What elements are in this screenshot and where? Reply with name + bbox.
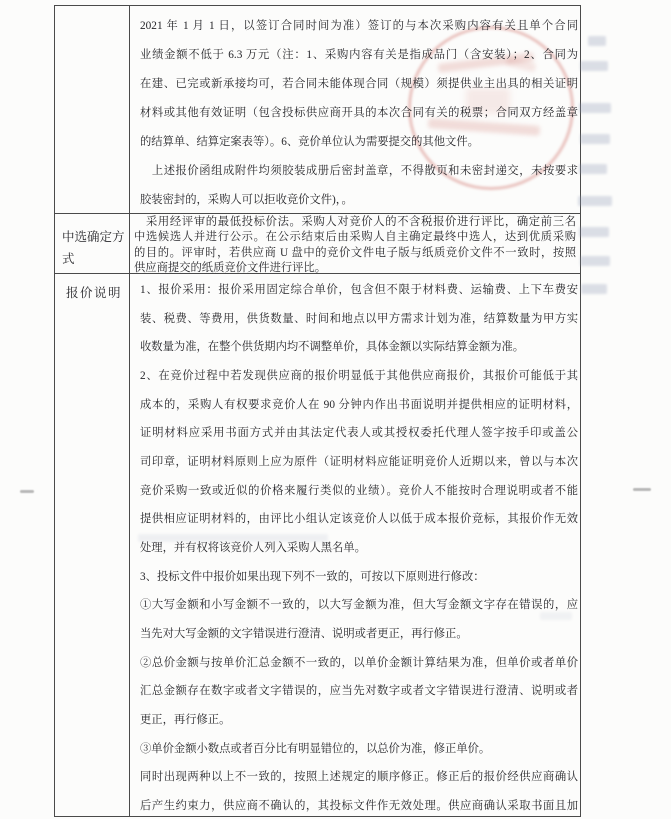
row-label-cell [55,6,130,213]
ink-bleed-mark [578,196,612,206]
text-line: 司印章，证明材料原则上应为原件（证明材料应能证明竞价人近期以来，曾以与本次 [140,455,578,468]
ink-bleed-mark [580,134,610,144]
text-line: ①大写金额和小写金额不一致的，以大写金额为准，但大写金额文字存在错误的，应 [140,599,578,612]
text-line: 提供相应证明材料的，由评比小组认定该竞价人以低于成本报价竞标，其报价作无效 [140,513,578,526]
text-line: 竞价采购一致或近似的价格来履行类似的业绩）。竞价人不能按时合理说明或者不能 [140,484,578,497]
text-line: 更正，再行修正。 [140,713,231,726]
text-line: 中选候选人并进行公示。在公示结束后由采购人自主确定最终中选人，达到优质采购 [134,231,576,244]
table-row [55,213,580,273]
text-line: 装、税费、等费用，供货数量、时间和地点以甲方需求计划为准，结算数量为甲方实 [140,312,578,325]
text-line: 业绩金额不低于 6.3 万元（注：1、采购内容有关是指成品门（含安装）；2、合同为 [140,49,578,61]
row-label-cell: 中选确定方式 [55,214,130,273]
margin-dash-mark [20,490,34,493]
text-line: 的结算单、结算定案表等）。6、竞价单位认为需要提交的其他文件。 [140,136,479,148]
text-line: 2021 年 1 月 1 日，以签订合同时间为准）签订的与本次采购内容有关且单个合同 [140,20,578,32]
text-line: 的目的。评审时，若供应商 U 盘中的竞价文件电子版与纸质竞价文件不一致时，按照 [134,246,576,259]
text-line: 当先对大写金额的文字错误进行澄清、说明或者更正，再行修正。 [140,627,468,640]
ink-bleed-mark [579,227,609,237]
ink-bleed-mark [580,61,608,71]
text-line: 材料或其他有效证明（包含投标供应商开具的本次合同有关的税票；合同双方经盖章 [140,107,578,119]
text-line: 后产生约束力，供应商不确认的，其投标文件作无效处理。供应商确认采取书面且加 [140,799,578,812]
text-line: 上述报价函组成附件均须胶装成册后密封盖章，不得散页和未密封递交，未按要求 [140,165,578,177]
text-line: ③单价金额小数点或者百分比有明显错位的，以总价为准，修正单价。 [140,742,491,755]
text-line: 胶装密封的，采购人可以拒收竞价文件)，。 [140,194,353,206]
text-line: 1、报价采用：报价采用固定综合单价，包含但不限于材料费、运输费、上下车费安 [140,284,578,296]
text-line: ②总价金额与按单价汇总金额不一致的，以单价金额计算结果为准，但单价或者单价 [140,656,578,669]
text-line: 同时出现两种以上不一致的，按照上述规定的顺序修正。修正后的报价经供应商确认 [140,771,578,784]
ink-bleed-mark [581,284,607,294]
table-row [55,6,580,213]
text-line: 成本的，采购人有权要求竞价人在 90 分钟内作出书面说明并提供相应的证明材料， [140,398,578,411]
table-row [55,273,580,816]
text-line: 2、在竞价过程中若发现供应商的报价明显低于其他供应商报价，其报价可能低于其 [140,369,578,382]
ink-bleed-mark [579,164,607,174]
ink-bleed-mark [580,256,610,266]
margin-dash-mark [633,488,651,491]
ink-bleed-mark [579,103,611,113]
text-line: 在建、已完或新承接均可，若合同未能体现合同（规模）须提供业主出具的相关证明 [140,78,578,90]
text-line: 采用经评审的最低投标价法。采购人对竞价人的不含税报价进行评比，确定前三名 [134,216,576,228]
row-content-cell [130,274,580,816]
text-line: 3、投标文件中报价如果出现下列不一致的，可按以下原则进行修改： [140,570,485,583]
row-label-cell: 报价说明 [55,274,130,816]
text-line: 收数量为准，在整个供货期内均不调整单价，具体金额以实际结算金额为准。 [140,341,525,354]
document-table [54,5,581,817]
text-line: 供应商提交的纸质竞价文件进行评比。 [134,261,327,273]
row-content-cell [130,6,580,213]
text-line: 汇总金额存在数字或者文字错误的，应当先对数字或者文字错误进行澄清、说明或者 [140,685,578,698]
ink-bleed-mark [588,36,606,46]
row-content-cell [130,214,580,273]
text-line: 处理，并有权将该竞价人列入采购人黑名单。 [140,541,366,554]
text-line: 证明材料应采用书面方式并由其法定代表人或其授权委托代理人签字按手印或盖公 [140,427,578,440]
